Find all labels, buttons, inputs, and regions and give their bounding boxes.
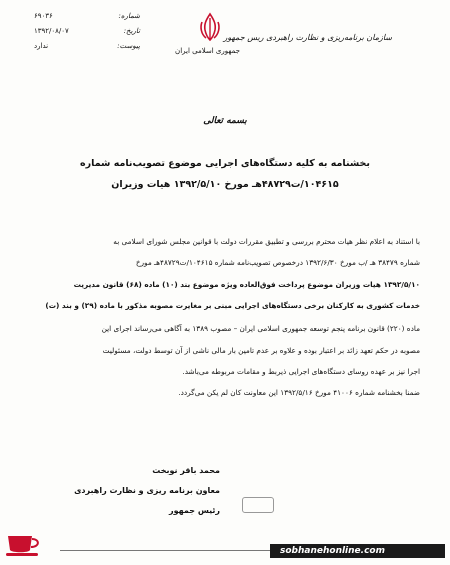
title-line-1: بخشنامه به کلیه دستگاه‌های اجرایی موضوع تصویب‌نامه شماره — [80, 158, 370, 169]
body-line: ماده (۲۲۰) قانون برنامه پنجم توسعه جمهوری اسلامی ایران – مصوب ۱۳۸۹ به آگاهی می‌رساند اجرای این — [101, 324, 420, 333]
country-name: جمهوری اسلامی ایران — [175, 47, 240, 55]
letter-meta — [30, 12, 140, 57]
body-line: با استناد به اعلام نظر هیات محترم بررسی و تطبیق مقررات دولت با قوانین مجلس شورای اسلامی به — [113, 237, 420, 246]
body-line: ۱۳۹۲/۵/۱۰ هیات وزیران موضوع پرداخت فوق‌العاده ویژه موضوع بند (۱۰) ماده (۶۸) قانون مدیریت — [73, 280, 420, 289]
body-line: شماره ۳۸۴۷۹ هـ /ب مورخ ۱۳۹۲/۶/۳۰ درخصوص تصویب‌نامه شماره ۱۰۴۶۱۵/ت۴۸۷۲۹هـ مورخ — [135, 258, 420, 267]
meta-value: ۱۳۹۲/۰۸/۰۷ — [34, 27, 69, 35]
meta-row-attachment — [30, 42, 140, 57]
body-line: اجرا نیز بر عهده روسای دستگاه‌های اجرایی ذیربط و مقامات مربوطه می‌باشد. — [182, 367, 420, 376]
meta-label: پیوست: — [117, 42, 140, 50]
iran-emblem-icon — [197, 12, 223, 42]
cup-logo-icon — [4, 530, 46, 558]
basmala: بسمه تعالی — [203, 116, 247, 126]
meta-row-date — [30, 27, 140, 42]
footer-divider — [60, 550, 270, 551]
signatory-name: محمد باقر نوبخت — [152, 466, 220, 475]
body-line: ضمنا بخشنامه شماره ۴۱۰۰۶ مورخ ۱۳۹۲/۵/۱۶ این معاونت کان لم یکن می‌گردد. — [178, 388, 420, 397]
body-line: مصوبه در حکم تعهد زائد بر اعتبار بوده و علاوه بر عدم تامین بار مالی ناشی از آن توسط دولت، مسئولیت — [102, 346, 420, 355]
title-line-2: ۱۰۴۶۱۵/ت۴۸۷۲۹هـ مورخ ۱۳۹۲/۵/۱۰ هیات وزیران — [111, 179, 339, 190]
meta-value: ۶۹۰۳۶ — [34, 12, 53, 20]
meta-value: ندارد — [34, 42, 49, 50]
office-name: سازمان برنامه‌ریزی و نظارت راهبردی ریس جمهور — [223, 33, 392, 42]
signature-stamp — [242, 497, 274, 513]
body-line: خدمات کشوری به کارکنان برخی دستگاه‌های اجرایی مبنی بر مغایرت مصوبه مذکور با ماده (۲۹) و بند (ت) — [45, 301, 420, 310]
signatory-title-2: رئیس جمهور — [169, 506, 220, 515]
signatory-title: معاون برنامه ریزی و نظارت راهبردی — [74, 486, 220, 495]
meta-row-number — [30, 12, 140, 27]
site-url[interactable]: sobhanehonline.com — [280, 546, 385, 556]
meta-label: تاریخ: — [123, 27, 140, 35]
meta-label: شماره: — [118, 12, 140, 20]
